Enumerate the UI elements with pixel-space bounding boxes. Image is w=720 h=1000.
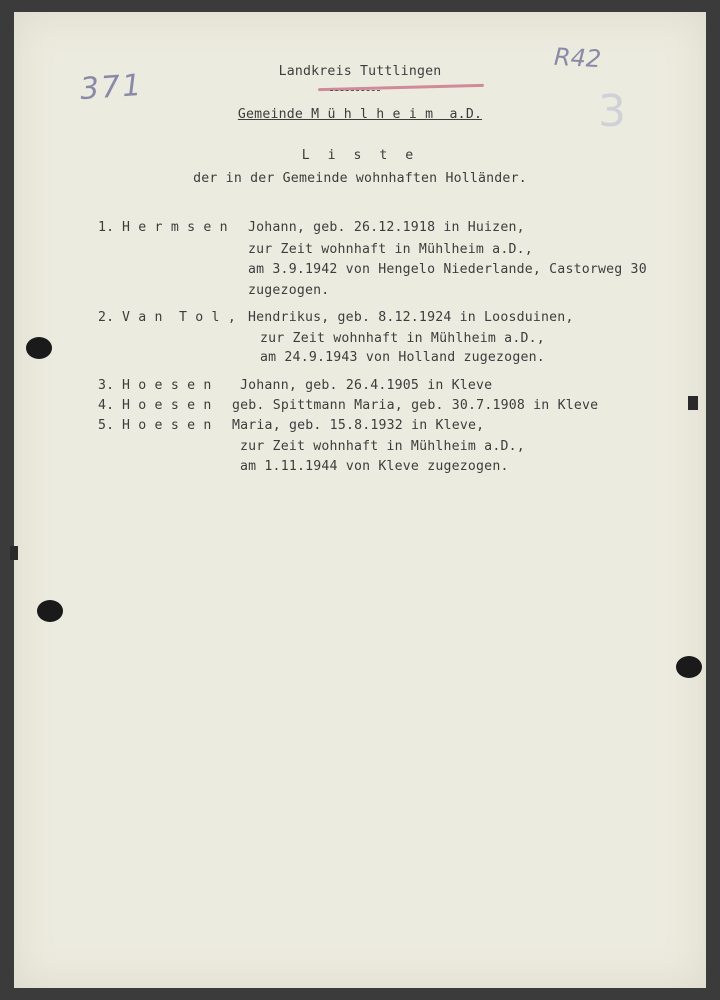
page-notch [10,546,18,560]
entry-line: am 3.9.1942 von Hengelo Niederlande, Castorweg 30 [248,262,647,277]
municipality-heading: Gemeinde M ü h l h e i m a.D. [237,107,483,122]
entry-line: geb. Spittmann Maria, geb. 30.7.1908 in Kleve [232,398,599,413]
district-heading: Landkreis Tuttlingen [278,64,442,79]
entry-number: 4. [98,398,115,413]
entry-surname: H o e s e n [122,418,212,433]
entry-line: Maria, geb. 15.8.1932 in Kleve, [232,418,485,433]
entry-surname: V a n T o l , [122,310,236,325]
entry-surname: H o e s e n [122,378,212,393]
list-title: L i s t e [301,148,419,163]
entry-surname: H o e s e n [122,398,212,413]
punch-hole [676,656,702,678]
entry-line: zugezogen. [248,283,330,298]
entry-line: zur Zeit wohnhaft in Mühlheim a.D., [260,331,545,346]
handwritten-reference: R42 [553,42,602,74]
entry-line: Hendrikus, geb. 8.12.1924 in Loosduinen, [248,310,574,325]
entry-surname: H e r m s e n [122,220,228,235]
entry-number: 5. [98,418,115,433]
faint-pencil-mark: 3 [598,86,626,137]
entry-number: 2. [98,310,115,325]
page-notch [688,396,698,410]
punch-hole [26,337,52,359]
entry-line: am 24.9.1943 von Holland zugezogen. [260,350,545,365]
entry-line: Johann, geb. 26.12.1918 in Huizen, [248,220,525,235]
punch-hole [37,600,63,622]
typed-dash-mark [330,90,380,91]
entry-line: am 1.11.1944 von Kleve zugezogen. [240,459,509,474]
list-subtitle: der in der Gemeinde wohnhaften Holländer. [193,171,527,186]
entry-number: 1. [98,220,115,235]
entry-line: zur Zeit wohnhaft in Mühlheim a.D., [240,439,525,454]
entry-number: 3. [98,378,115,393]
entry-line: zur Zeit wohnhaft in Mühlheim a.D., [248,242,533,257]
handwritten-page-number: 371 [78,67,145,108]
entry-line: Johann, geb. 26.4.1905 in Kleve [240,378,493,393]
